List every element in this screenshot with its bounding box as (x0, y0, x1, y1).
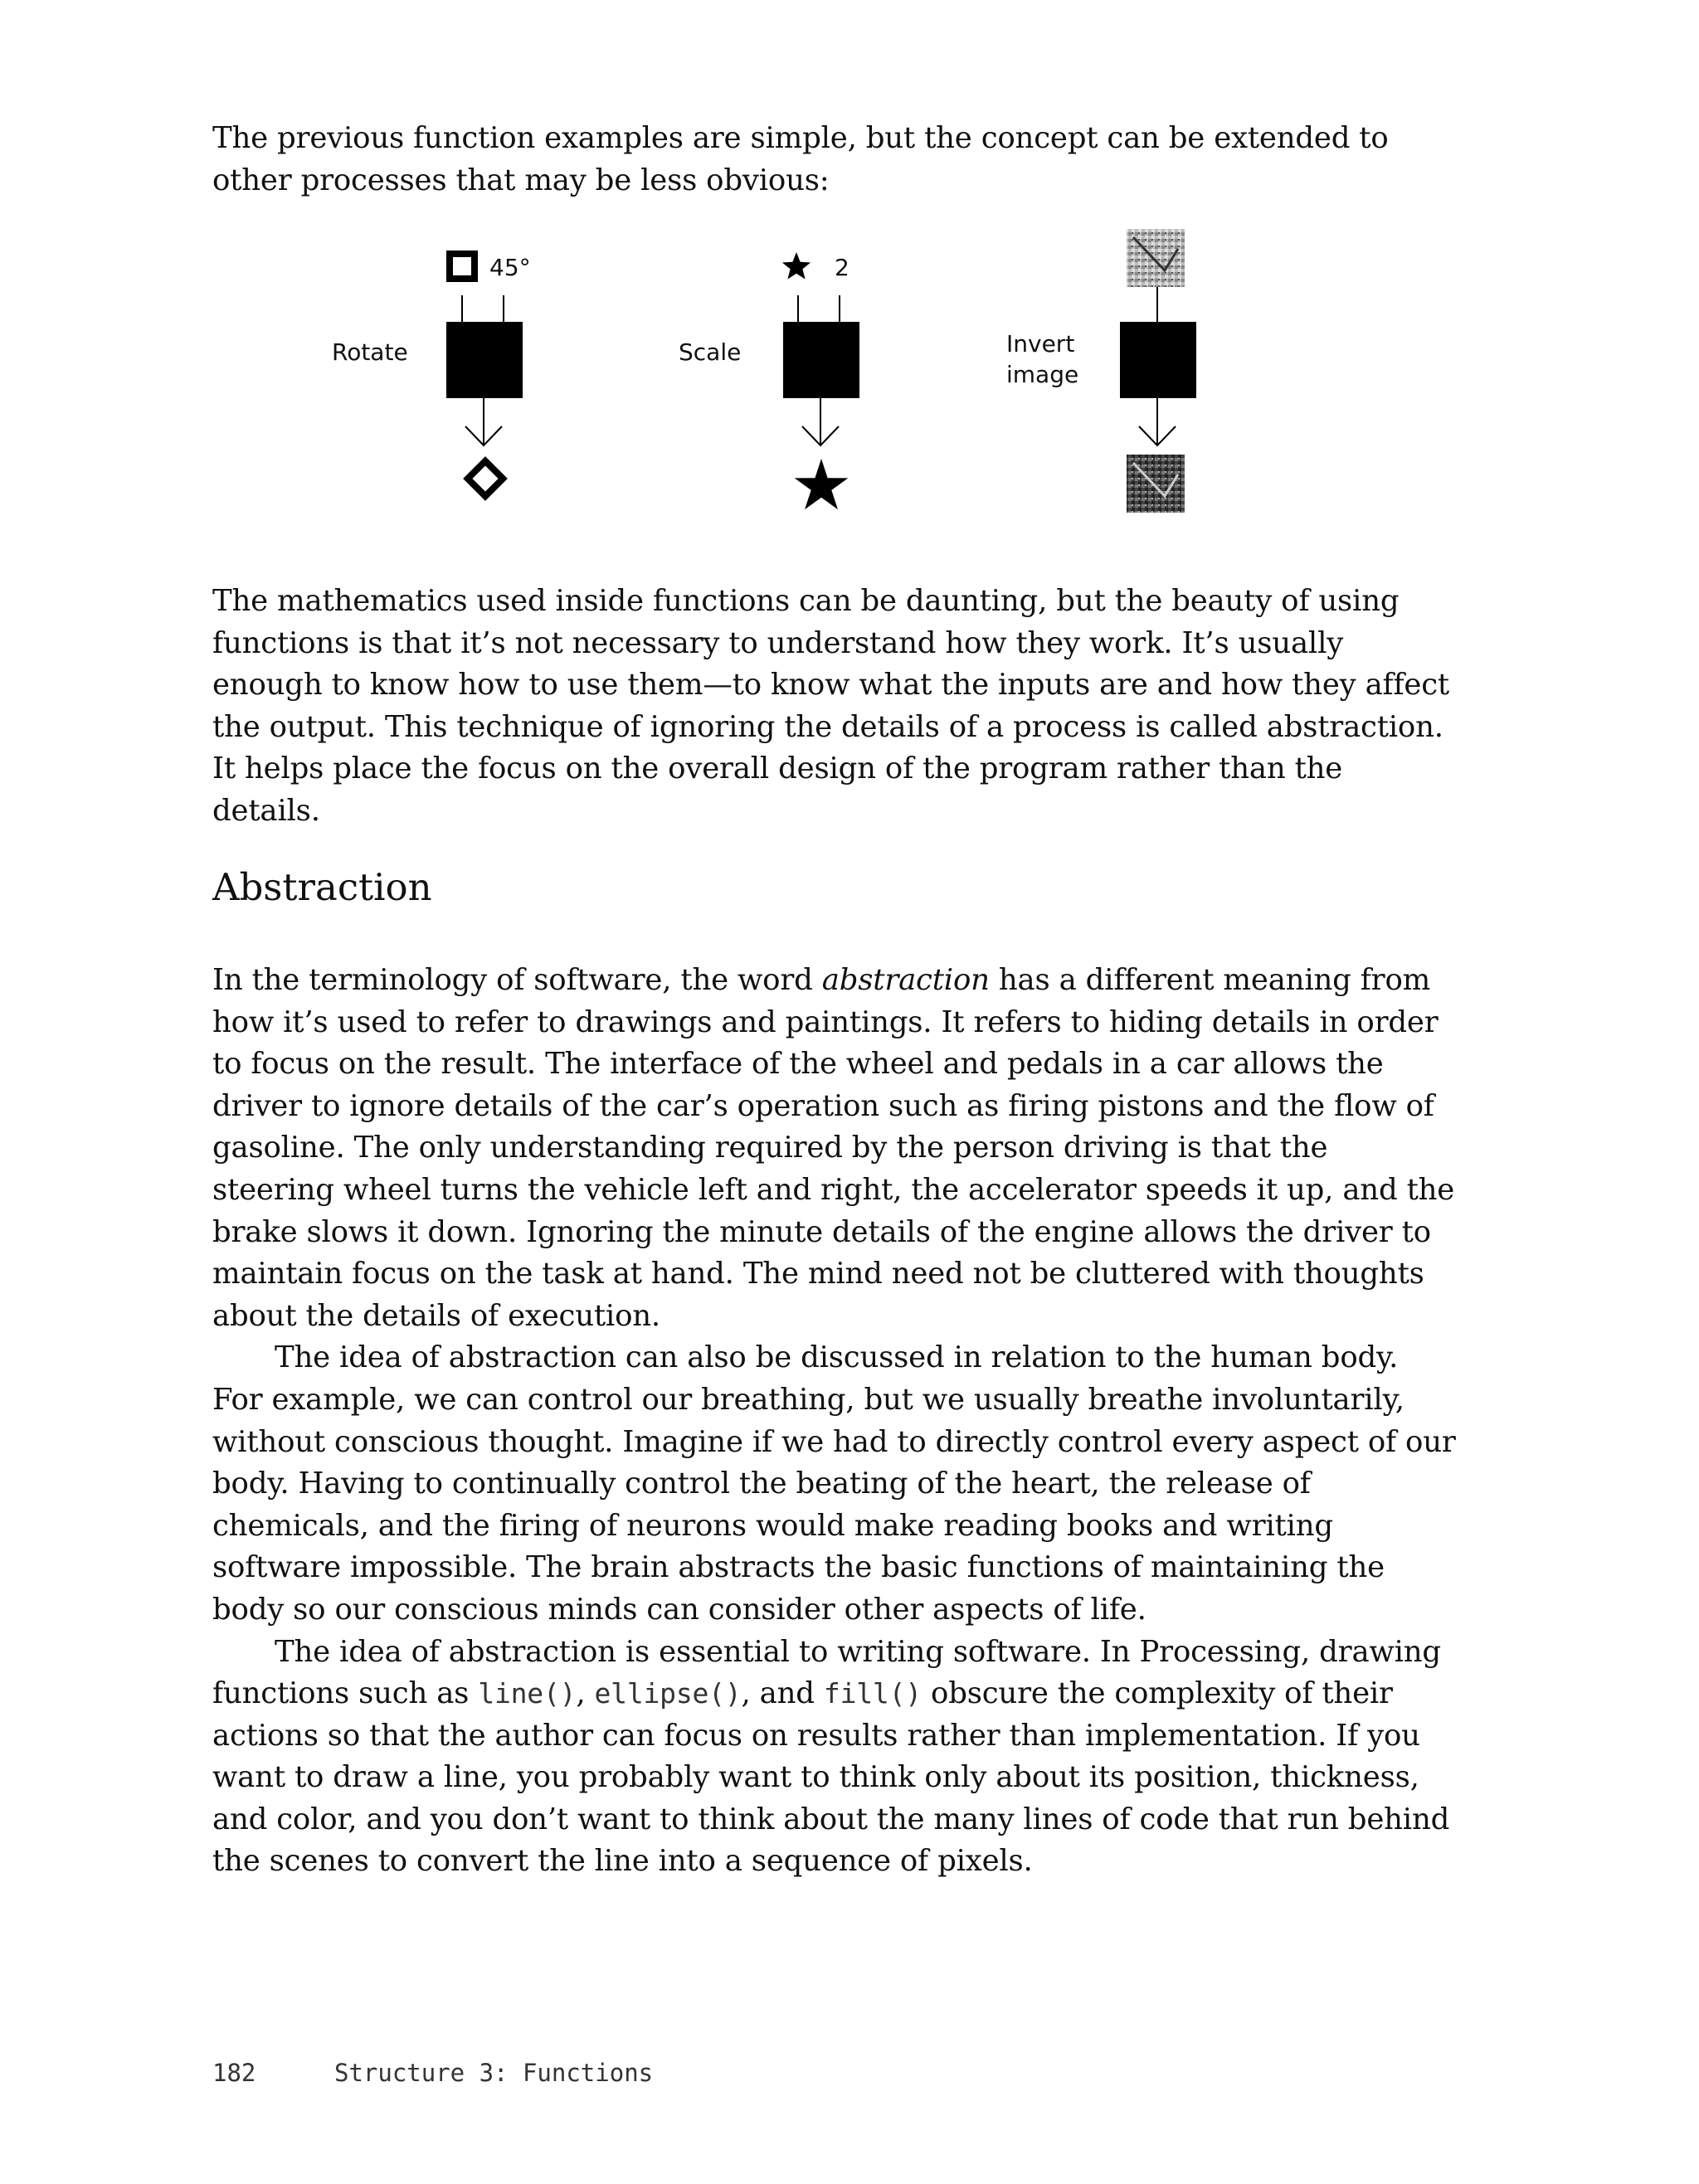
code-line: line() (478, 1677, 577, 1710)
diamond-output-icon (468, 461, 503, 496)
scale-diagram (679, 252, 859, 509)
invert-diagram (1006, 229, 1196, 513)
code-ellipse: ellipse() (594, 1677, 742, 1710)
emphasis-term: abstraction (821, 963, 990, 997)
large-star-icon (795, 459, 849, 509)
paragraph-2: The idea of abstraction can also be discussed in relation to the human body. For example, we can control our breathing, but we usually breathe involuntarily, without conscious thought. Imagine if we had to directly control every aspect of our body. Having to continually control the beating of the heart, the release of chemicals, and the firing of neurons would make reading books and writing software impossible. The brain abstracts the basic functions of maintaining the body so our conscious minds can consider other aspects of life. (212, 1340, 1456, 1627)
paragraph-1: In the terminology of software, the word abstraction has a different meaning from how it’s used to refer to drawings and paintings. It refers to hiding details in order to focus on the result. The interface of the wheel and pedals in a car allows the driver to ignore details of the car’s operation such as firing pistons and the flow of gasoline. The only understanding required by the person driving is that the steering wheel turns the vehicle left and right, the accelerator speeds it up, and the brake slows it down. Ignoring the minute details of the engine allows the driver to maintain focus on the task at hand. The mind need not be cluttered with thoughts about the details of execution. (212, 963, 1455, 1333)
function-box (1120, 322, 1196, 398)
section-heading: Abstraction (212, 865, 432, 909)
scale-factor-value: 2 (835, 254, 850, 281)
rotate-angle-value: 45° (489, 254, 531, 281)
scale-label: Scale (679, 338, 742, 366)
page-number: 182 (212, 2059, 256, 2087)
intro-paragraph: The previous function examples are simple, but the concept can be extended to other processes that may be less obvious: (212, 121, 1389, 197)
small-star-icon (782, 252, 811, 280)
chapter-title: Structure 3: Functions (334, 2059, 654, 2087)
invert-label-line2: image (1006, 361, 1079, 388)
square-input-icon (450, 254, 475, 279)
abstraction-body (212, 960, 1457, 1883)
function-diagrams (0, 0, 1699, 581)
code-fill: fill() (823, 1677, 922, 1710)
function-box (783, 322, 859, 398)
invert-label-line1: Invert (1006, 330, 1075, 358)
explanation-paragraph: The mathematics used inside functions can be daunting, but the beauty of using functions is that it’s not necessary to understand how they work. It’s usually enough to know how to use them—to know what the inputs are and how they affect the output. This technique of ignoring the details of a process is called abstraction. It helps place the focus on the overall design of the program rather than the details. (212, 584, 1449, 828)
paragraph-3: The idea of abstraction is essential to writing software. In Processing, drawing functions such as line(), ellipse(), and fill() obscure the complexity of their actions so that the author can focus on results rather than implementation. If you want to draw a line, you probably want to think only about its position, thickness, and color, and you don’t want to think about the many lines of code that run behind the scenes to convert the line into a sequence of pixels. (212, 1634, 1450, 1879)
rotate-label: Rotate (332, 338, 408, 366)
function-box (446, 322, 523, 398)
rotate-diagram (332, 254, 531, 496)
